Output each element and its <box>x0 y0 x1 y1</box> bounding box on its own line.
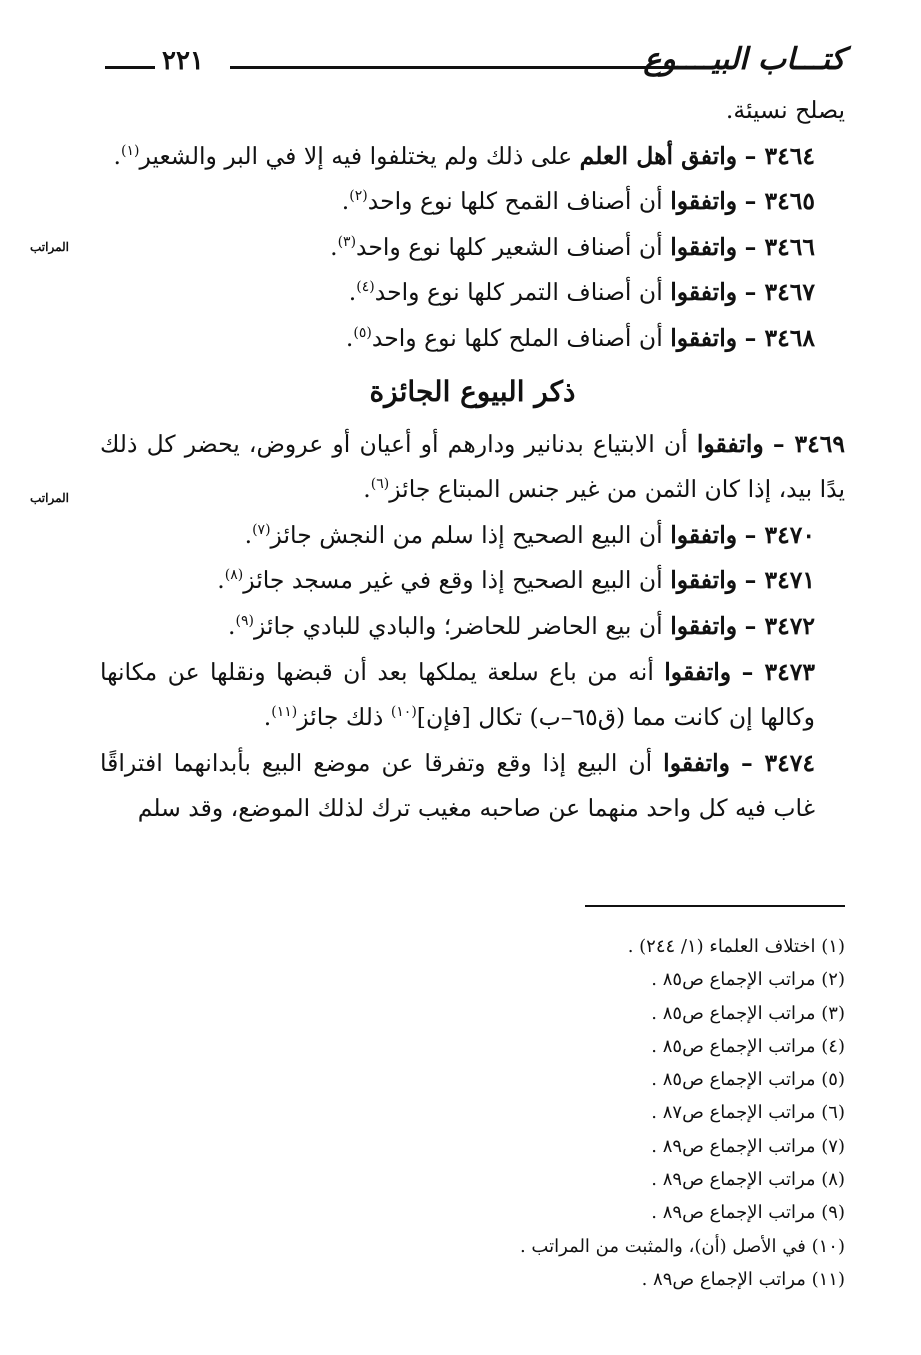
paragraph-text: أن أصناف التمر كلها نوع واحد <box>374 278 663 307</box>
footnote-7: (٧) مراتب الإجماع ص٨٩ . <box>651 1135 845 1157</box>
bold-lead: واتفقوا <box>670 566 738 595</box>
footnote-ref: (٦) <box>370 476 390 493</box>
footnote-2: (٢) مراتب الإجماع ص٨٥ . <box>651 969 845 991</box>
paragraph-text: أن الابتياع بدنانير ودارهم أو أعيان أو عروض، يحضر كل ذلك يدًا بيد، إذا كان الثمن من غير جنس المبتاع جائز <box>100 429 845 504</box>
footnote-1: (١) اختلاف العلماء (١/ ٢٤٤) . <box>627 936 845 957</box>
paragraph-3464: ٣٤٦٤ – واتفق أهل العلم على ذلك ولم يختلفوا فيه إلا في البر والشعير$^{(١)}$. <box>113 141 815 170</box>
paragraph-text: أن البيع إذا وقع وتفرقا عن موضع البيع بأبدانهما افتراقًا غاب فيه كل واحد منهما عن صاحبه مغيب ترك لذلك الموضع، وقد سلم <box>100 748 815 823</box>
bold-lead: واتفقوا <box>670 187 738 216</box>
paragraph-3465: ٣٤٦٥ – واتفقوا أن أصناف القمح كلها نوع واحد$^{(٢)}$. <box>341 187 815 216</box>
paragraph-3468: ٣٤٦٨ – واتفقوا أن أصناف الملح كلها نوع واحد$^{(٥)}$. <box>345 323 815 352</box>
footnote-11: (١١) مراتب الإجماع ص٨٩ . <box>641 1268 845 1290</box>
footnote-ref: (٢) <box>349 188 368 205</box>
paragraph-number: ٣٤٧٢ – <box>744 611 815 640</box>
header-rule-left <box>105 66 155 69</box>
page-number: ٢٢١ <box>162 46 204 76</box>
paragraph-3469: ٣٤٦٩ – واتفقوا أن الابتياع بدنانير ودارهم أو أعيان أو عروض، يحضر كل ذلك يدًا بيد، إذا كان الثمن من غير جنس المبتاع جائز$^{(٦)}$. <box>100 429 845 504</box>
footnote-5: (٥) مراتب الإجماع ص٨٥ . <box>651 1069 845 1091</box>
footnote-ref: (٤) <box>356 279 375 296</box>
paragraph-text: أن البيع الصحيح إذا وقع في غير مسجد جائز <box>243 566 663 595</box>
footnote-9: (٩) مراتب الإجماع ص٨٩ . <box>651 1202 845 1224</box>
paragraph-number: ٣٤٧١ – <box>744 566 815 595</box>
paragraph-3474 <box>100 741 845 832</box>
footnote-ref: (١٠) <box>390 704 417 721</box>
paragraph-text-continued: ذلك جائز <box>297 703 384 732</box>
paragraph-number: ٣٤٦٦ – <box>744 232 815 261</box>
paragraph-text: على ذلك ولم يختلفوا فيه إلا في البر والشعير <box>139 141 573 170</box>
paragraph-3467: ٣٤٦٧ – واتفقوا أن أصناف التمر كلها نوع واحد$^{(٤)}$. <box>348 278 815 307</box>
margin-note-1: المراتب <box>30 240 70 254</box>
footnote-ref: (٣) <box>337 233 357 250</box>
paragraph-text: أن بيع الحاضر للحاضر؛ والبادي للبادي جائز <box>253 611 663 640</box>
paragraph-number: ٣٤٦٤ – <box>744 141 815 170</box>
paragraph-3470: ٣٤٧٠ – واتفقوا أن البيع الصحيح إذا سلم من النجش جائز$^{(٧)}$. <box>244 520 815 549</box>
paragraph-continuation: يصلح نسيئة. <box>725 96 845 124</box>
page-header <box>100 42 845 82</box>
footnote-ref: (٨) <box>224 567 244 584</box>
footnote-10: (١٠) في الأصل (أن)، والمثبت من المراتب . <box>519 1235 845 1257</box>
footnote-divider <box>585 905 845 907</box>
paragraph-number: ٣٤٦٧ – <box>744 278 815 307</box>
footnotes <box>300 930 845 1296</box>
footnote-ref: (٥) <box>353 325 372 342</box>
paragraph-text: أن أصناف الشعير كلها نوع واحد <box>356 232 663 261</box>
bold-lead: واتفقوا <box>670 520 738 549</box>
running-title: كتـــاب البيــــوع <box>643 42 845 77</box>
bold-lead: واتفقوا <box>670 323 738 352</box>
header-rule-middle <box>230 66 670 69</box>
footnote-3: (٣) مراتب الإجماع ص٨٥ . <box>651 1002 845 1024</box>
bold-lead: واتفق أهل العلم <box>579 141 738 170</box>
paragraph-3466: ٣٤٦٦ – واتفقوا أن أصناف الشعير كلها نوع واحد$^{(٣)}$. <box>330 232 815 261</box>
margin-note-2: المراتب <box>30 491 70 505</box>
paragraph-3473: ٣٤٧٣ – واتفقوا أنه من باع سلعة يملكها بعد أن قبضها ونقلها عن مكانها وكالها إن كانت مما (ق٦٥–ب) تكال [فإن]$^{(١٠)}$ ذلك جائز$^{(١١)}$. <box>100 657 815 732</box>
bold-lead: واتفقوا <box>670 611 738 640</box>
paragraph-number: ٣٤٧٣ – <box>741 657 815 686</box>
footnote-ref: (٩) <box>235 613 254 630</box>
main-text <box>100 88 845 832</box>
paragraph-number: ٣٤٦٥ – <box>744 187 815 216</box>
section-heading: ذكر البيوع الجائزة <box>369 374 576 408</box>
paragraph-number: ٣٤٦٨ – <box>744 323 815 352</box>
bold-lead: واتفقوا <box>670 278 738 307</box>
bold-lead: واتفقوا <box>696 429 764 458</box>
footnote-ref: (٧) <box>252 521 271 538</box>
paragraph-number: ٣٤٦٩ – <box>772 429 845 458</box>
paragraph-number: ٣٤٧٠ – <box>744 520 815 549</box>
footnote-6: (٦) مراتب الإجماع ص٨٧ . <box>651 1102 845 1124</box>
bold-lead: واتفقوا <box>664 657 732 686</box>
paragraph-number: ٣٤٧٤ – <box>741 748 815 777</box>
paragraph-text: أن أصناف القمح كلها نوع واحد <box>367 187 663 216</box>
footnote-4: (٤) مراتب الإجماع ص٨٥ . <box>651 1035 845 1057</box>
paragraph-text: أن أصناف الملح كلها نوع واحد <box>371 323 663 352</box>
footnote-ref: (١١) <box>271 704 298 721</box>
footnote-8: (٨) مراتب الإجماع ص٨٩ . <box>651 1169 845 1191</box>
bold-lead: واتفقوا <box>663 748 731 777</box>
paragraph-3471: ٣٤٧١ – واتفقوا أن البيع الصحيح إذا وقع في غير مسجد جائز$^{(٨)}$. <box>217 566 815 595</box>
paragraph-text: أن البيع الصحيح إذا سلم من النجش جائز <box>270 520 663 549</box>
paragraph-text: أنه من باع سلعة يملكها بعد أن قبضها ونقلها عن مكانها وكالها إن كانت مما (ق٦٥–ب) تكال [فإن] <box>100 657 815 732</box>
bold-lead: واتفقوا <box>670 232 738 261</box>
footnote-ref: (١) <box>121 142 140 159</box>
paragraph-3472: ٣٤٧٢ – واتفقوا أن بيع الحاضر للحاضر؛ والبادي للبادي جائز$^{(٩)}$. <box>228 611 815 640</box>
